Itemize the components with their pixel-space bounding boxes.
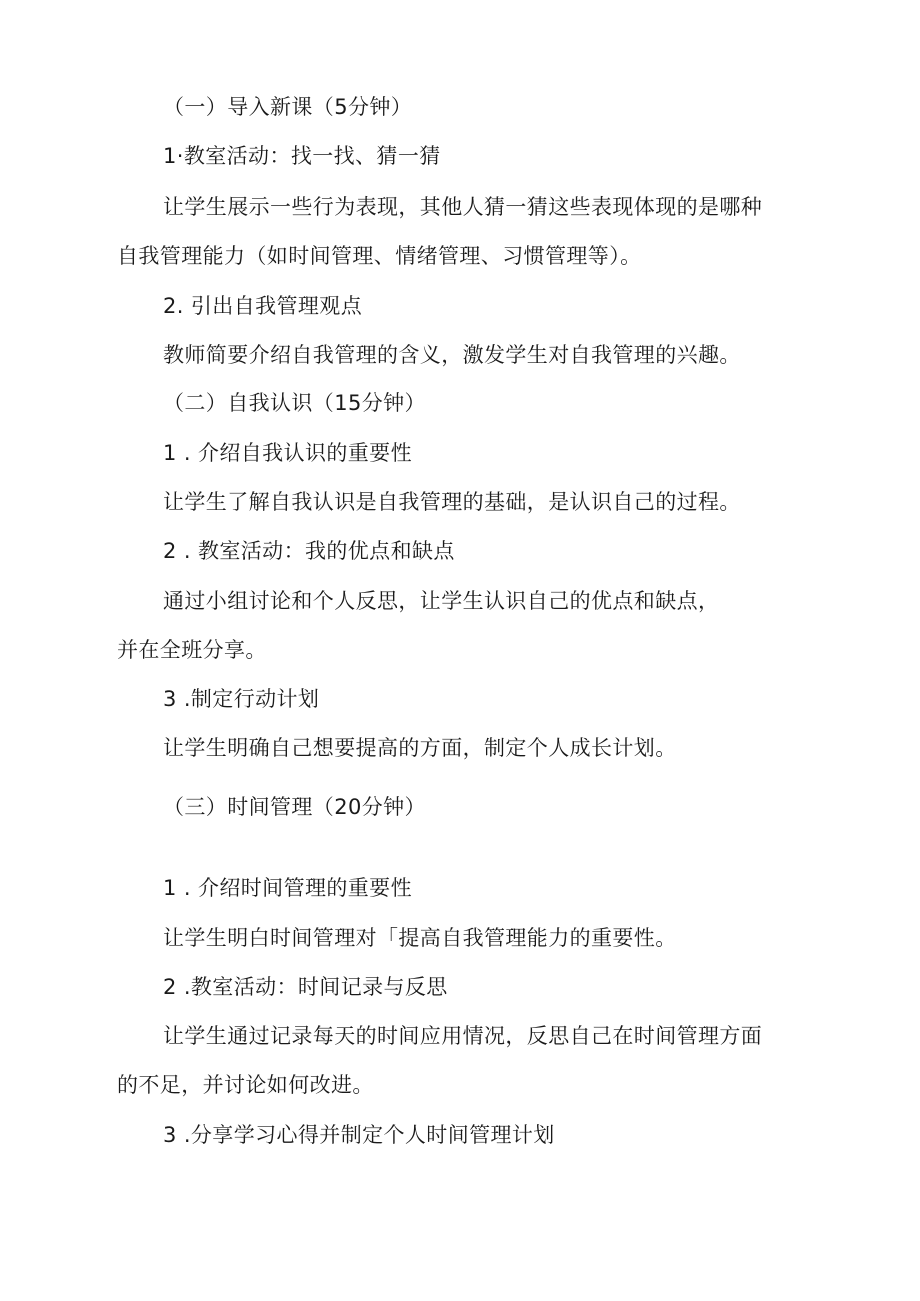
paragraph-line: 自我管理能力（如时间管理、情绪管理、习惯管理等）。: [117, 244, 642, 268]
item-action-plan: 3 .制定行动计划: [163, 687, 320, 711]
paragraph-line: 让学生了解自我认识是自我管理的基础，是认识自己的过程。: [163, 490, 741, 514]
paragraph-line: 让学生明确自己想要提高的方面，制定个人成长计划。: [163, 736, 677, 760]
heading-section-1: （一）导入新课（5分钟）: [163, 95, 413, 119]
item-self-awareness-importance: 1 . 介绍自我认识的重要性: [163, 441, 412, 465]
item-classroom-activity-time-record: 2 .教室活动：时间记录与反思: [163, 975, 448, 999]
paragraph-line: 并在全班分享。: [117, 638, 267, 662]
heading-section-3: （三）时间管理（20分钟）: [163, 795, 426, 819]
item-classroom-activity-strengths: 2 . 教室活动：我的优点和缺点: [163, 539, 455, 563]
item-classroom-activity-find-guess: 1·教室活动：找一找、猜一猜: [163, 144, 441, 168]
paragraph-line: 通过小组讨论和个人反思，让学生认识自己的优点和缺点，: [163, 589, 720, 613]
paragraph-line: 的不足，并讨论如何改进。: [117, 1073, 374, 1097]
item-self-management-viewpoint: 2. 引出自我管理观点: [163, 294, 363, 318]
paragraph-line: 让学生明白时间管理对「提高自我管理能力的重要性。: [163, 926, 677, 950]
paragraph-line: 让学生展示一些行为表现，其他人猜一猜这些表现体现的是哪种: [163, 195, 763, 219]
item-time-management-importance: 1 . 介绍时间管理的重要性: [163, 876, 412, 900]
heading-section-2: （二）自我认识（15分钟）: [163, 391, 426, 415]
paragraph-line: 教师简要介绍自我管理的含义，激发学生对自我管理的兴趣。: [163, 343, 741, 367]
item-share-and-plan: 3 .分享学习心得并制定个人时间管理计划: [163, 1123, 555, 1147]
paragraph-line: 让学生通过记录每天的时间应用情况，反思自己在时间管理方面: [163, 1024, 763, 1048]
